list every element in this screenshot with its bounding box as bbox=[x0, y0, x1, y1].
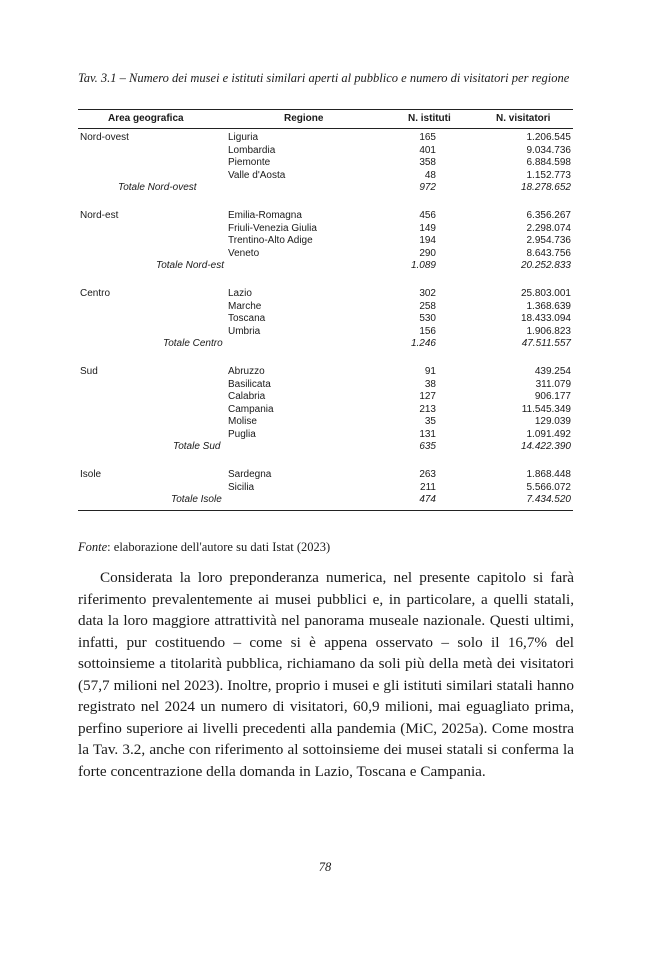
total-label: Totale Nord-ovest bbox=[118, 182, 197, 194]
istituti-cell: 91 bbox=[424, 365, 436, 377]
visitatori-cell: 11.545.349 bbox=[521, 403, 571, 415]
header-istituti: N. istituti bbox=[408, 113, 451, 124]
area-cell: Centro bbox=[80, 287, 111, 299]
table-row bbox=[78, 429, 573, 442]
regione-cell: Piemonte bbox=[228, 157, 271, 169]
regione-cell: Friuli-Venezia Giulia bbox=[228, 222, 317, 234]
table-row bbox=[78, 145, 573, 158]
table-row bbox=[78, 379, 573, 392]
table-caption: Tav. 3.1 – Numero dei musei e istituti similari aperti al pubblico e numero di visitatori per regione bbox=[78, 71, 570, 85]
regione-cell: Puglia bbox=[228, 428, 256, 440]
regione-cell: Lombardia bbox=[228, 144, 276, 156]
istituti-cell: 38 bbox=[424, 378, 436, 390]
area-cell: Nord-est bbox=[80, 209, 119, 221]
visitatori-cell: 8.643.756 bbox=[526, 247, 571, 259]
regione-cell: Molise bbox=[228, 416, 257, 428]
table-row bbox=[78, 404, 573, 417]
istituti-cell: 258 bbox=[419, 300, 436, 312]
total-visitatori: 14.422.390 bbox=[520, 441, 571, 453]
regione-cell: Liguria bbox=[228, 132, 259, 143]
regione-cell: Abruzzo bbox=[228, 365, 265, 377]
table-row bbox=[78, 326, 573, 339]
visitatori-cell: 906.177 bbox=[534, 391, 571, 403]
total-visitatori: 20.252.833 bbox=[520, 260, 571, 272]
table-row bbox=[78, 288, 573, 301]
istituti-cell: 127 bbox=[419, 391, 436, 403]
regione-cell: Valle d'Aosta bbox=[228, 169, 286, 181]
istituti-cell: 131 bbox=[419, 428, 436, 440]
table-row bbox=[78, 301, 573, 314]
total-istituti: 1.089 bbox=[410, 260, 436, 272]
table-row bbox=[78, 416, 573, 429]
visitatori-cell: 1.368.639 bbox=[526, 300, 571, 312]
regione-cell: Toscana bbox=[228, 313, 266, 325]
data-table bbox=[78, 109, 573, 511]
total-istituti: 635 bbox=[419, 441, 436, 453]
table-row bbox=[78, 210, 573, 223]
page-number: 78 bbox=[318, 860, 332, 874]
table-row bbox=[78, 469, 573, 482]
regione-cell: Emilia-Romagna bbox=[228, 209, 302, 221]
table-bottom-rule bbox=[78, 510, 573, 511]
istituti-cell: 213 bbox=[419, 403, 436, 415]
table-total-row bbox=[78, 182, 573, 195]
regione-cell: Marche bbox=[228, 300, 262, 312]
istituti-cell: 194 bbox=[419, 235, 436, 247]
table-row bbox=[78, 170, 573, 183]
visitatori-cell: 1.206.545 bbox=[526, 132, 571, 143]
total-visitatori: 18.278.652 bbox=[520, 182, 571, 194]
total-label: Totale Isole bbox=[171, 494, 222, 506]
regione-cell: Veneto bbox=[228, 247, 260, 259]
header-visitatori: N. visitatori bbox=[496, 113, 551, 124]
istituti-cell: 263 bbox=[419, 469, 436, 481]
visitatori-cell: 1.152.773 bbox=[526, 169, 571, 181]
table-row bbox=[78, 132, 573, 145]
visitatori-cell: 9.034.736 bbox=[526, 144, 571, 156]
visitatori-cell: 439.254 bbox=[534, 365, 571, 377]
total-istituti: 1.246 bbox=[410, 338, 436, 350]
source-note bbox=[78, 540, 330, 555]
visitatori-cell: 5.566.072 bbox=[526, 481, 571, 493]
visitatori-cell: 2.954.736 bbox=[526, 235, 571, 247]
header-regione: Regione bbox=[284, 113, 324, 124]
table-total-row bbox=[78, 494, 573, 507]
table-row bbox=[78, 223, 573, 236]
regione-cell: Sardegna bbox=[228, 469, 272, 481]
istituti-cell: 530 bbox=[419, 313, 436, 325]
total-label: Totale Centro bbox=[163, 338, 223, 350]
istituti-cell: 290 bbox=[419, 247, 436, 259]
total-istituti: 972 bbox=[419, 182, 436, 194]
area-cell: Isole bbox=[80, 469, 102, 481]
istituti-cell: 149 bbox=[419, 222, 436, 234]
istituti-cell: 401 bbox=[419, 144, 436, 156]
visitatori-cell: 18.433.094 bbox=[520, 313, 571, 325]
header-area: Area geografica bbox=[108, 113, 184, 124]
istituti-cell: 35 bbox=[424, 416, 436, 428]
table-body bbox=[78, 129, 573, 510]
body-paragraph: Considerata la loro preponderanza numerica, nel presente capitolo si farà riferimento prevalentemente ai musei pubblici e, in particolare, a quelli statali, data la loro maggiore attrattività nel panorama museale nazionale. Questi ultimi, infatti, pur costituendo – come si è appena osservato – solo il 16,7% del sottoinsieme a titolarità pubblica, richiamano da soli più della metà dei visitatori (57,7 milioni nel 2023). Inoltre, proprio i musei e gli istituti similari statali hanno registrato nel 2024 un numero di visitatori, 60,9 milioni, mai eguagliato prima, perfino superiore ai livelli precedenti alla pandemia (MiC, 2025a). Come mostra la Tav. 3.2, anche con riferimento al sottoinsieme dei musei statali si conferma la forte concentrazione della domanda in Lazio, Toscana e Campania. bbox=[78, 569, 574, 780]
regione-cell: Campania bbox=[228, 403, 274, 415]
istituti-cell: 156 bbox=[419, 325, 436, 337]
table-row bbox=[78, 482, 573, 495]
visitatori-cell: 6.884.598 bbox=[526, 157, 571, 169]
total-istituti: 474 bbox=[419, 494, 436, 506]
area-cell: Nord-ovest bbox=[80, 132, 129, 143]
istituti-cell: 456 bbox=[419, 209, 436, 221]
source-label: Fonte bbox=[78, 540, 108, 554]
istituti-cell: 211 bbox=[420, 481, 436, 493]
total-visitatori: 7.434.520 bbox=[526, 494, 571, 506]
visitatori-cell: 311.079 bbox=[535, 378, 571, 390]
table-row bbox=[78, 157, 573, 170]
regione-cell: Lazio bbox=[228, 287, 252, 299]
istituti-cell: 358 bbox=[419, 157, 436, 169]
table-total-row bbox=[78, 260, 573, 273]
visitatori-cell: 6.356.267 bbox=[526, 209, 571, 221]
visitatori-cell: 2.298.074 bbox=[526, 222, 571, 234]
regione-cell: Umbria bbox=[228, 325, 261, 337]
table-total-row bbox=[78, 441, 573, 454]
regione-cell: Basilicata bbox=[228, 378, 271, 390]
table-row bbox=[78, 235, 573, 248]
table-row bbox=[78, 248, 573, 261]
regione-cell: Sicilia bbox=[228, 481, 255, 493]
visitatori-cell: 1.906.823 bbox=[526, 325, 571, 337]
istituti-cell: 302 bbox=[419, 287, 436, 299]
total-label: Totale Nord-est bbox=[156, 260, 224, 272]
total-label: Totale Sud bbox=[173, 441, 221, 453]
regione-cell: Calabria bbox=[228, 391, 266, 403]
regione-cell: Trentino-Alto Adige bbox=[228, 235, 313, 247]
table-row bbox=[78, 391, 573, 404]
istituti-cell: 165 bbox=[419, 132, 436, 143]
table-total-row bbox=[78, 338, 573, 351]
total-visitatori: 47.511.557 bbox=[521, 338, 571, 350]
visitatori-cell: 25.803.001 bbox=[520, 287, 571, 299]
area-cell: Sud bbox=[80, 365, 98, 377]
visitatori-cell: 129.039 bbox=[534, 416, 571, 428]
table-header bbox=[78, 109, 573, 129]
visitatori-cell: 1.868.448 bbox=[526, 469, 571, 481]
visitatori-cell: 1.091.492 bbox=[526, 428, 571, 440]
istituti-cell: 48 bbox=[424, 169, 436, 181]
table-row bbox=[78, 366, 573, 379]
source-text: : elaborazione dell'autore su dati Istat (2023) bbox=[107, 540, 331, 554]
table-row bbox=[78, 313, 573, 326]
